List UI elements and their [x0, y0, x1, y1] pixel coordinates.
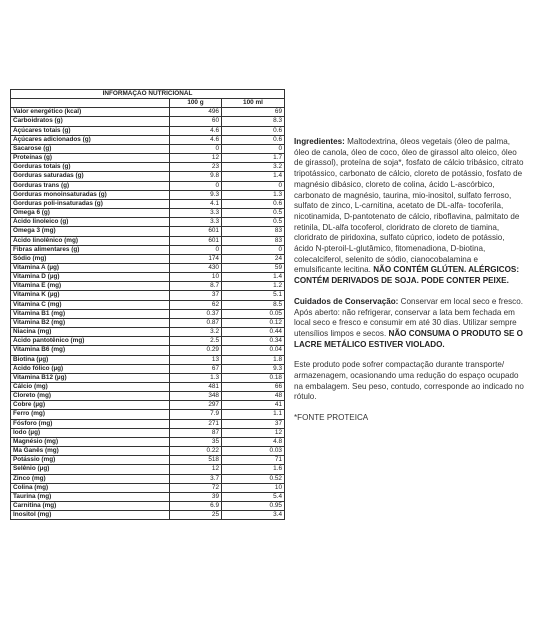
- nutrition-row: [11, 309, 285, 318]
- nutrition-row: [11, 337, 285, 346]
- nutrition-row: [11, 492, 285, 501]
- per-100ml-value-cell: 1.1: [222, 410, 285, 419]
- nutrient-name-cell: Iodo (µg): [11, 428, 170, 437]
- per-100g-value-cell: 518: [170, 456, 222, 465]
- per-100ml-value-cell: 1.4: [222, 172, 285, 181]
- per-100g-value-cell: 601: [170, 236, 222, 245]
- per-100g-value-cell: 39: [170, 492, 222, 501]
- per-100g-value-cell: 12: [170, 154, 222, 163]
- per-100ml-value-cell: 0.05: [222, 309, 285, 318]
- storage-heading: Cuidados de Conservação:: [294, 296, 399, 306]
- per-100ml-value-cell: 0: [222, 181, 285, 190]
- nutrition-facts-table: [10, 89, 285, 520]
- nutrient-name-cell: Sacarose (g): [11, 144, 170, 153]
- nutrient-name-cell: Ma Ganês (mg): [11, 447, 170, 456]
- per-100ml-value-cell: 37: [222, 419, 285, 428]
- per-100g-value-cell: 0.37: [170, 309, 222, 318]
- nutrient-name-cell: Vitamina B12 (µg): [11, 373, 170, 382]
- per-100ml-value-cell: 0: [222, 144, 285, 153]
- nutrition-row: [11, 199, 285, 208]
- per-100ml-value-cell: 12: [222, 428, 285, 437]
- nutrient-name-cell: Açúcares adicionados (g): [11, 135, 170, 144]
- nutrition-row: [11, 273, 285, 282]
- per-100ml-value-cell: 59: [222, 263, 285, 272]
- nutrient-name-cell: Carnitina (mg): [11, 502, 170, 511]
- ingredients-list: Maltodextrina, óleos vegetais (óleo de palma, óleo de canola, óleo de coco, óleo de girassol alto oleico, óleo de girassol), proteína de soja*, fosfato de cálcio tribásico, citrato tripotássico, carbonato de cálcio, cloreto de potássio, fosfato de magnésio dibásico, cloreto de colina, ácido L-ascórbico, carbonato de magnésio, taurina, mio-inositol, sulfato ferroso, sulfato de zinco, L-carnitina, acetato de DL-alfa- tocoferila, nicotinamida, D-pantotenato de cálcio, riboflavina, palmitato de retinila, DL-alfa tocoferol, cloridrato de cloreto de tiamina, cloridrato de piridoxina, sulfato cúprico, iodeto de potássio, ácido N-pteroil-L-glutâmico, fitomenadiona, D-biotina, colecalciferol, selenito de sódio, cianocobalamina e emulsificante lecitina.: [294, 137, 524, 275]
- nutrition-row: [11, 117, 285, 126]
- per-100g-value-cell: 1.3: [170, 373, 222, 382]
- per-100ml-value-cell: 71: [222, 456, 285, 465]
- per-100ml-value-cell: 1.6: [222, 465, 285, 474]
- per-100ml-value-cell: 8.3: [222, 117, 285, 126]
- nutrient-name-cell: Vitamina E (mg): [11, 282, 170, 291]
- nutrition-row: [11, 135, 285, 144]
- nutrition-table-title: INFORMAÇÃO NUTRICIONAL: [11, 90, 285, 99]
- nutrient-name-cell: Fósforo (mg): [11, 419, 170, 428]
- per-100ml-value-cell: 69: [222, 108, 285, 117]
- per-100ml-value-cell: 0.5: [222, 218, 285, 227]
- per-100ml-value-cell: 83: [222, 236, 285, 245]
- per-100ml-value-cell: 41: [222, 401, 285, 410]
- per-100ml-value-cell: 83: [222, 227, 285, 236]
- nutrition-row: [11, 401, 285, 410]
- per-100g-value-cell: 0: [170, 181, 222, 190]
- per-100g-value-cell: 13: [170, 355, 222, 364]
- nutrient-name-cell: Ácido linolênico (mg): [11, 236, 170, 245]
- per-100g-value-cell: 4.6: [170, 126, 222, 135]
- nutrient-name-cell: Ácido fólico (µg): [11, 364, 170, 373]
- nutrient-name-cell: Selênio (µg): [11, 465, 170, 474]
- nutrition-row: [11, 291, 285, 300]
- nutrient-name-cell: Ácido linoleico (g): [11, 218, 170, 227]
- per-100g-value-cell: 0.29: [170, 346, 222, 355]
- nutrition-row: [11, 126, 285, 135]
- nutrient-name-cell: Vitamina D (µg): [11, 273, 170, 282]
- per-100ml-value-cell: 0.5: [222, 209, 285, 218]
- nutrient-name-cell: Taurina (mg): [11, 492, 170, 501]
- nutrient-name-cell: Proteínas (g): [11, 154, 170, 163]
- nutrient-name-cell: Vitamina A (µg): [11, 263, 170, 272]
- per-100g-column-header: 100 g: [170, 99, 222, 108]
- nutrient-name-cell: Magnésio (mg): [11, 437, 170, 446]
- nutrient-name-cell: Cálcio (mg): [11, 383, 170, 392]
- per-100g-value-cell: 3.7: [170, 474, 222, 483]
- per-100ml-value-cell: 0.04: [222, 346, 285, 355]
- nutrition-row: [11, 245, 285, 254]
- storage-paragraph: [294, 297, 526, 351]
- nutrition-row: [11, 364, 285, 373]
- nutrition-row: [11, 263, 285, 272]
- per-100ml-value-cell: 48: [222, 392, 285, 401]
- per-100ml-value-cell: 5.4: [222, 492, 285, 501]
- nutrient-name-cell: Carboidratos (g): [11, 117, 170, 126]
- per-100ml-value-cell: 0.95: [222, 502, 285, 511]
- nutrient-name-cell: Vitamina B2 (mg): [11, 318, 170, 327]
- per-100ml-value-cell: 5.1: [222, 291, 285, 300]
- nutrient-name-cell: Açúcares totais (g): [11, 126, 170, 135]
- nutrition-row: [11, 300, 285, 309]
- nutrient-name-cell: Valor energético (kcal): [11, 108, 170, 117]
- per-100g-value-cell: 174: [170, 254, 222, 263]
- per-100ml-value-cell: 0.12: [222, 318, 285, 327]
- nutrient-name-cell: Sódio (mg): [11, 254, 170, 263]
- per-100ml-value-cell: 0.6: [222, 135, 285, 144]
- per-100ml-value-cell: 1.8: [222, 355, 285, 364]
- per-100ml-value-cell: 1.4: [222, 273, 285, 282]
- nutrient-name-cell: Biotina (µg): [11, 355, 170, 364]
- nutrient-name-cell: Gorduras monoinsaturadas (g): [11, 190, 170, 199]
- per-100g-value-cell: 25: [170, 511, 222, 520]
- per-100ml-value-cell: 9.3: [222, 364, 285, 373]
- nutrient-name-cell: Gorduras totais (g): [11, 163, 170, 172]
- nutrition-row: [11, 218, 285, 227]
- per-100g-value-cell: 0.22: [170, 447, 222, 456]
- per-100g-value-cell: 0: [170, 245, 222, 254]
- nutrient-column-header: [11, 99, 170, 108]
- nutrition-row: [11, 456, 285, 465]
- per-100ml-value-cell: 66: [222, 383, 285, 392]
- per-100ml-value-cell: 1.2: [222, 282, 285, 291]
- nutrition-row: [11, 474, 285, 483]
- per-100g-value-cell: 481: [170, 383, 222, 392]
- nutrition-row: [11, 154, 285, 163]
- per-100ml-value-cell: 0.44: [222, 328, 285, 337]
- per-100g-value-cell: 9.8: [170, 172, 222, 181]
- nutrition-row: [11, 254, 285, 263]
- per-100g-value-cell: 12: [170, 465, 222, 474]
- nutrition-row: [11, 419, 285, 428]
- nutrient-name-cell: Zinco (mg): [11, 474, 170, 483]
- per-100g-value-cell: 271: [170, 419, 222, 428]
- nutrient-name-cell: Ômega 3 (mg): [11, 227, 170, 236]
- nutrition-row: [11, 437, 285, 446]
- seal-warning: NÃO CONSUMA O PRODUTO SE O LACRE METÁLICO ESTIVER VIOLADO.: [294, 328, 523, 349]
- nutrition-row: [11, 282, 285, 291]
- per-100g-value-cell: 2.5: [170, 337, 222, 346]
- per-100g-value-cell: 87: [170, 428, 222, 437]
- per-100ml-value-cell: 0.6: [222, 199, 285, 208]
- per-100ml-value-cell: 8.5: [222, 300, 285, 309]
- per-100g-value-cell: 62: [170, 300, 222, 309]
- per-100ml-value-cell: 1.3: [222, 190, 285, 199]
- nutrition-row: [11, 447, 285, 456]
- nutrient-name-cell: Gorduras saturadas (g): [11, 172, 170, 181]
- nutrition-row: [11, 328, 285, 337]
- nutrient-name-cell: Inositol (mg): [11, 511, 170, 520]
- nutrient-name-cell: Cobre (µg): [11, 401, 170, 410]
- protein-source-footnote: *FONTE PROTEICA: [294, 413, 369, 423]
- per-100g-value-cell: 0.87: [170, 318, 222, 327]
- per-100ml-value-cell: 0.6: [222, 126, 285, 135]
- nutrition-row: [11, 392, 285, 401]
- per-100ml-value-cell: 0.18: [222, 373, 285, 382]
- nutrient-name-cell: Gorduras trans (g): [11, 181, 170, 190]
- per-100g-value-cell: 496: [170, 108, 222, 117]
- per-100ml-value-cell: 3.4: [222, 511, 285, 520]
- label-text-panel: [294, 137, 526, 434]
- per-100ml-value-cell: 10: [222, 483, 285, 492]
- ingredients-paragraph: [294, 137, 526, 287]
- per-100ml-value-cell: 0.03: [222, 447, 285, 456]
- ingredients-heading: Ingredientes:: [294, 137, 345, 146]
- per-100g-value-cell: 60: [170, 117, 222, 126]
- nutrition-row: [11, 483, 285, 492]
- per-100g-value-cell: 67: [170, 364, 222, 373]
- per-100g-value-cell: 23: [170, 163, 222, 172]
- per-100g-value-cell: 430: [170, 263, 222, 272]
- storage-instructions: Conservar em local seco e fresco. Após aberto: não refrigerar, conservar a lata bem fechada em local seco e fresco e consumir em até 30 dias. Utilizar sempre utensílios limpos e secos.: [294, 296, 523, 338]
- per-100g-value-cell: 10: [170, 273, 222, 282]
- nutrient-name-cell: Vitamina K (µg): [11, 291, 170, 300]
- nutrient-name-cell: Vitamina B6 (mg): [11, 346, 170, 355]
- per-100g-value-cell: 0: [170, 144, 222, 153]
- per-100g-value-cell: 37: [170, 291, 222, 300]
- nutrition-row: [11, 465, 285, 474]
- nutrition-row: [11, 209, 285, 218]
- nutrition-row: [11, 163, 285, 172]
- per-100ml-value-cell: 0.34: [222, 337, 285, 346]
- per-100g-value-cell: 35: [170, 437, 222, 446]
- nutrient-name-cell: Cloreto (mg): [11, 392, 170, 401]
- per-100g-value-cell: 3.2: [170, 328, 222, 337]
- nutrition-row: [11, 190, 285, 199]
- per-100g-value-cell: 601: [170, 227, 222, 236]
- nutrient-name-cell: Fibras alimentares (g): [11, 245, 170, 254]
- per-100g-value-cell: 6.9: [170, 502, 222, 511]
- allergen-warning: NÃO CONTÉM GLÚTEN. ALÉRGICOS: CONTÉM DERIVADOS DE SOJA. PODE CONTER PEIXE.: [294, 265, 520, 286]
- nutrition-table-body: [11, 108, 285, 520]
- per-100ml-value-cell: 3.2: [222, 163, 285, 172]
- nutrition-row: [11, 172, 285, 181]
- nutrition-row: [11, 318, 285, 327]
- per-100ml-value-cell: 0: [222, 245, 285, 254]
- nutrition-row: [11, 383, 285, 392]
- compaction-note: Este produto pode sofrer compactação durante transporte/ armazenagem, ocasionando uma redução do espaço ocupado na embalagem. Seu peso, contudo, corresponde ao indicado no rótulo.: [294, 360, 524, 402]
- per-100ml-value-cell: 1.7: [222, 154, 285, 163]
- nutrient-name-cell: Potássio (mg): [11, 456, 170, 465]
- nutrition-row: [11, 144, 285, 153]
- nutrition-row: [11, 502, 285, 511]
- nutrient-name-cell: Colina (mg): [11, 483, 170, 492]
- nutrition-row: [11, 373, 285, 382]
- nutrient-name-cell: Gorduras poli-insaturadas (g): [11, 199, 170, 208]
- nutrition-row: [11, 108, 285, 117]
- per-100g-value-cell: 8.7: [170, 282, 222, 291]
- per-100g-value-cell: 9.3: [170, 190, 222, 199]
- per-100ml-value-cell: 0.52: [222, 474, 285, 483]
- nutrition-row: [11, 346, 285, 355]
- nutrition-row: [11, 181, 285, 190]
- nutrient-name-cell: Vitamina C (mg): [11, 300, 170, 309]
- nutrient-name-cell: Ferro (mg): [11, 410, 170, 419]
- nutrient-name-cell: Niacina (mg): [11, 328, 170, 337]
- nutrient-name-cell: Ácido pantotênico (mg): [11, 337, 170, 346]
- per-100ml-value-cell: 24: [222, 254, 285, 263]
- nutrition-row: [11, 227, 285, 236]
- per-100g-value-cell: 3.3: [170, 218, 222, 227]
- nutrient-name-cell: Ômega 6 (g): [11, 209, 170, 218]
- nutrition-row: [11, 410, 285, 419]
- per-100g-value-cell: 7.9: [170, 410, 222, 419]
- nutrition-row: [11, 511, 285, 520]
- nutrient-name-cell: Vitamina B1 (mg): [11, 309, 170, 318]
- nutrition-row: [11, 428, 285, 437]
- per-100g-value-cell: 348: [170, 392, 222, 401]
- per-100g-value-cell: 3.3: [170, 209, 222, 218]
- per-100ml-value-cell: 4.8: [222, 437, 285, 446]
- per-100g-value-cell: 4.6: [170, 135, 222, 144]
- nutrition-row: [11, 236, 285, 245]
- per-100g-value-cell: 4.1: [170, 199, 222, 208]
- nutrition-row: [11, 355, 285, 364]
- per-100g-value-cell: 297: [170, 401, 222, 410]
- per-100ml-column-header: 100 ml: [222, 99, 285, 108]
- per-100g-value-cell: 72: [170, 483, 222, 492]
